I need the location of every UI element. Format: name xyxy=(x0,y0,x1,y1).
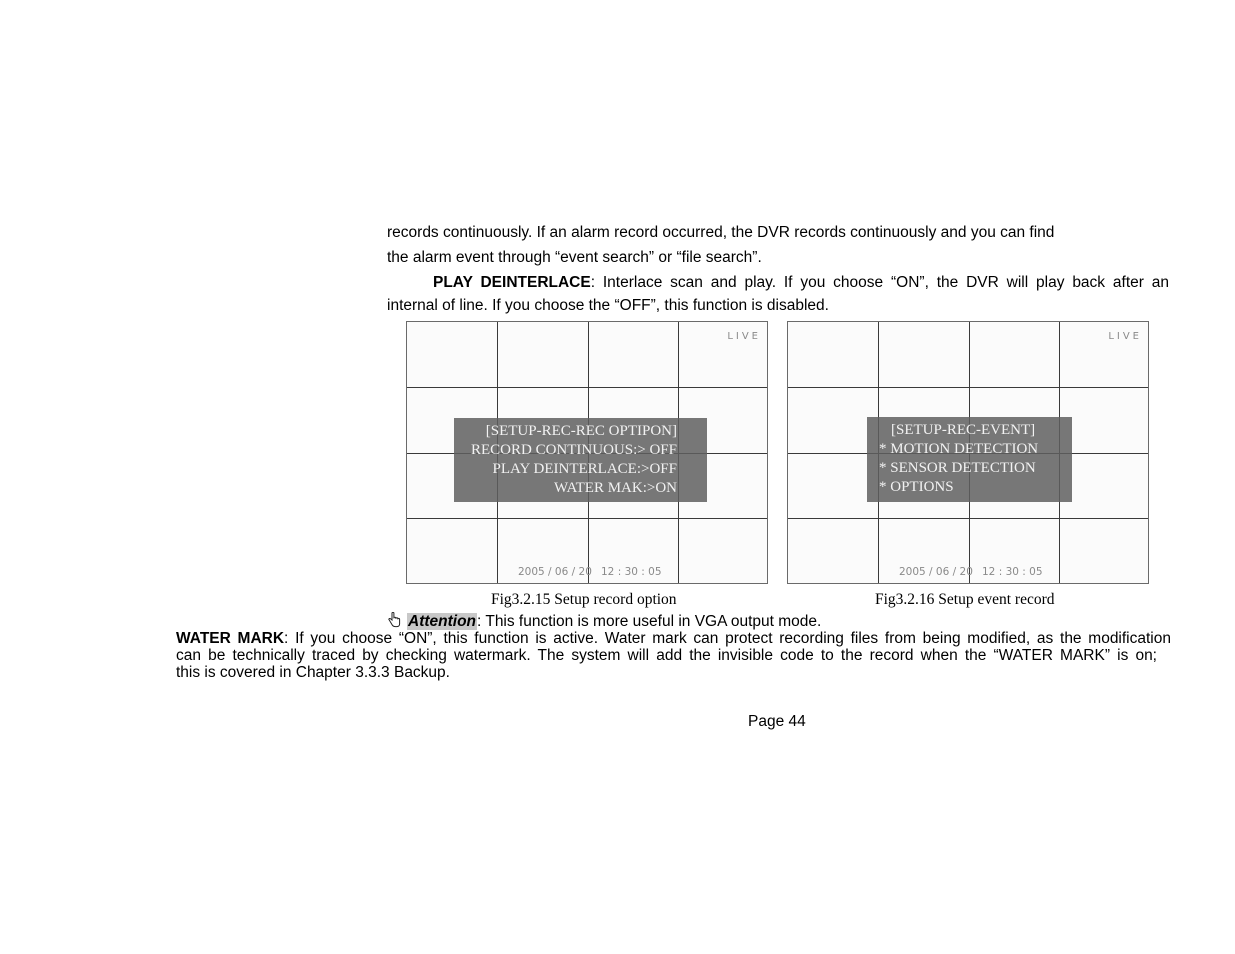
osd-menu-item: PLAY DEINTERLACE:>OFF xyxy=(492,461,677,477)
figure-caption: Fig3.2.15 Setup record option xyxy=(491,591,677,608)
page-number: Page 44 xyxy=(748,713,806,730)
intro-line-1: records continuously. If an alarm record occurred, the DVR records continuously and you can find xyxy=(387,224,1055,241)
grid-line xyxy=(407,387,767,388)
attention-note xyxy=(387,612,821,632)
date-stamp: 2005 / 06 / 20 xyxy=(899,566,973,578)
figure-record-option xyxy=(406,321,768,584)
live-indicator: LIVE xyxy=(1108,331,1142,342)
osd-menu-title: [SETUP-REC-EVENT] xyxy=(891,422,1036,438)
time-stamp: 12 : 30 : 05 xyxy=(982,566,1043,578)
play-deinterlace-term: PLAY DEINTERLACE xyxy=(433,274,591,291)
figure-event-record xyxy=(787,321,1149,584)
time-stamp: 12 : 30 : 05 xyxy=(601,566,662,578)
date-stamp: 2005 / 06 / 20 xyxy=(518,566,592,578)
grid-line xyxy=(788,387,1148,388)
pointing-hand-icon xyxy=(387,612,401,628)
water-mark-line-3: this is covered in Chapter 3.3.3 Backup. xyxy=(176,664,450,681)
osd-menu-item: * MOTION DETECTION xyxy=(879,441,1039,457)
play-deinterlace-line-1 xyxy=(433,273,1169,293)
osd-menu-item: WATER MAK:>ON xyxy=(553,480,677,496)
live-indicator: LIVE xyxy=(727,331,761,342)
intro-line-2: the alarm event through “event search” or “file search”. xyxy=(387,249,762,266)
play-deinterlace-desc: : Interlace scan and play. If you choose “ON”, the DVR will play back after an xyxy=(590,274,1169,291)
osd-menu xyxy=(454,418,707,502)
play-deinterlace-line-2: internal of line. If you choose the “OFF”, this function is disabled. xyxy=(387,297,829,314)
water-mark-desc: : If you choose “ON”, this function is active. Water mark can protect recording files from being modified, as the modification xyxy=(284,630,1171,647)
osd-menu-item: * OPTIONS xyxy=(879,479,954,495)
osd-menu-item: * SENSOR DETECTION xyxy=(879,460,1036,476)
water-mark-line-1 xyxy=(176,630,1171,647)
attention-text: : This function is more useful in VGA output mode. xyxy=(477,613,822,630)
water-mark-term: WATER MARK xyxy=(176,630,285,647)
grid-line xyxy=(407,518,767,519)
figure-caption: Fig3.2.16 Setup event record xyxy=(875,591,1055,608)
osd-menu-item: RECORD CONTINUOUS:> OFF xyxy=(471,442,677,458)
attention-label: Attention xyxy=(408,613,477,630)
grid-line xyxy=(788,518,1148,519)
osd-menu-title: [SETUP-REC-REC OPTIPON] xyxy=(485,423,677,439)
osd-menu xyxy=(867,417,1072,502)
water-mark-line-2: can be technically traced by checking watermark. The system will add the invisible code to the record when the “WATER MARK” is on; xyxy=(176,647,1157,664)
